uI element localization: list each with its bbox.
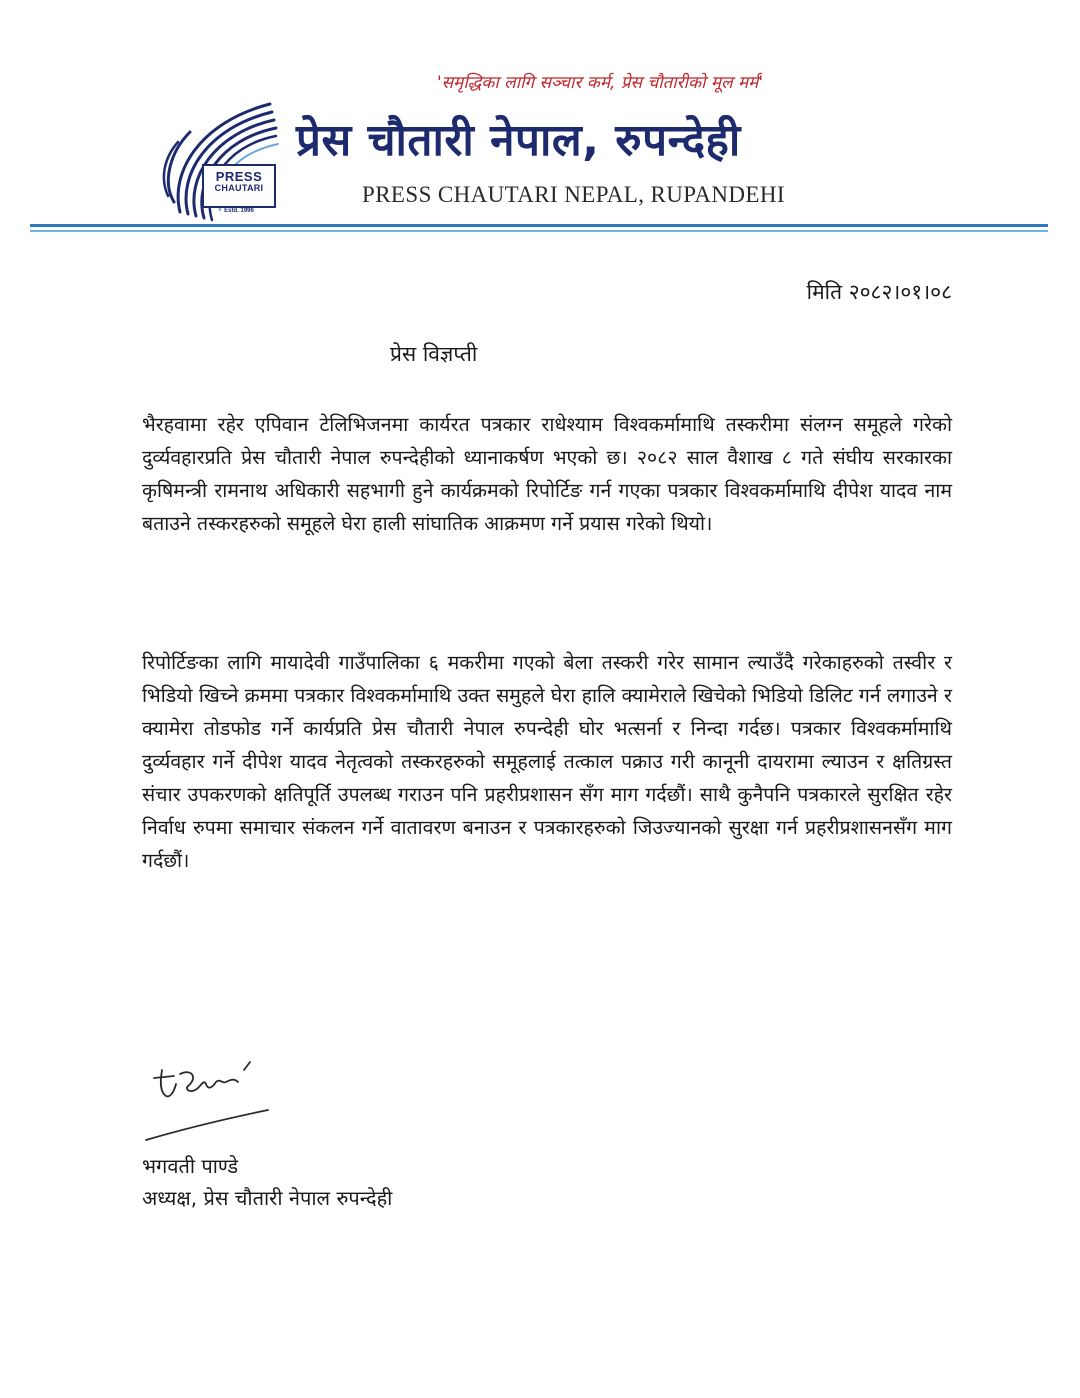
handwritten-signature-icon (140, 1058, 300, 1148)
document-heading: प्रेस विज्ञप्ती (390, 342, 478, 366)
logo-text-press: PRESS (215, 169, 263, 184)
logo-text-chautari: CHAUTARI (214, 182, 264, 193)
signer-name: भगवती पाण्डे (142, 1154, 239, 1178)
press-chautari-logo-icon (160, 92, 280, 232)
tagline: 'समृद्धिका लागि सञ्चार कर्म, प्रेस चौतारीको मूल मर्म' (436, 73, 764, 93)
header-divider (30, 224, 1048, 227)
signer-title: अध्यक्ष, प्रेस चौतारी नेपाल रुपन्देही (142, 1186, 393, 1210)
body-paragraph: रिपोर्टिङका लागि मायादेवी गाउँपालिका ६ मकरीमा गएको बेला तस्करी गरेर सामान ल्याउँदै गरेकाहरुको तस्वीर र भिडियो खिच्ने क्रममा पत्रकार विश्वकर्मामाथि उक्त समुहले घेरा हालि क्यामेराले खिचेको भिडियो डिलिट गर्न लगाउने र क्यामेरा तोडफोड गर्ने कार्यप्रति प्रेस चौतारी नेपाल रुपन्देही घोर भत्सर्ना र निन्दा गर्दछ। पत्रकार विश्वकर्मामाथि दुर्व्यवहार गर्ने दीपेश यादव नेतृत्वको तस्करहरुको समूहलाई तत्काल पक्राउ गरी कानूनी दायरामा ल्याउन र क्षतिग्रस्त संचार उपकरणको क्षतिपूर्ति उपलब्ध गराउन पनि प्रहरीप्रशासन सँग माग गर्दछौं। साथै कुनैपनि पत्रकारले सुरक्षित रहेर निर्वाध रुपमा समाचार संकलन गर्ने वातावरण बनाउन र पत्रकारहरुको जिउज्यानको सुरक्षा गर्न प्रहरीप्रशासनसँग माग गर्दछौं। (142, 651, 952, 872)
signature-drawing (140, 1058, 300, 1148)
org-name-nepali: प्रेस चौतारी नेपाल, रुपन्देही (296, 115, 741, 166)
logo-estd: Estd. 1996 (224, 208, 254, 214)
org-name-english: PRESS CHAUTARI NEPAL, RUPANDEHI (362, 182, 785, 207)
document-date: मिति २०८२।०१।०८ (806, 280, 952, 304)
header-divider-secondary (30, 230, 1048, 232)
logo-badge (202, 164, 276, 208)
body-paragraph: भैरहवामा रहेर एपिवान टेलिभिजनमा कार्यरत पत्रकार राधेश्याम विश्वकर्मामाथि तस्करीमा संलग्न समूहले गरेको दुर्व्यवहारप्रति प्रेस चौतारी नेपाल रुपन्देहीको ध्यानाकर्षण भएको छ। २०८२ साल वैशाख ८ गते संघीय सरकारका कृषिमन्त्री रामनाथ अधिकारी सहभागी हुने कार्यक्रमको रिपोर्टिङ गर्न गएका पत्रकार विश्वकर्मामाथि दीपेश यादव नाम बताउने तस्करहरुको समूहले घेरा हाली सांघातिक आक्रमण गर्ने प्रयास गरेको थियो। (142, 413, 952, 535)
letterhead (0, 0, 1080, 240)
